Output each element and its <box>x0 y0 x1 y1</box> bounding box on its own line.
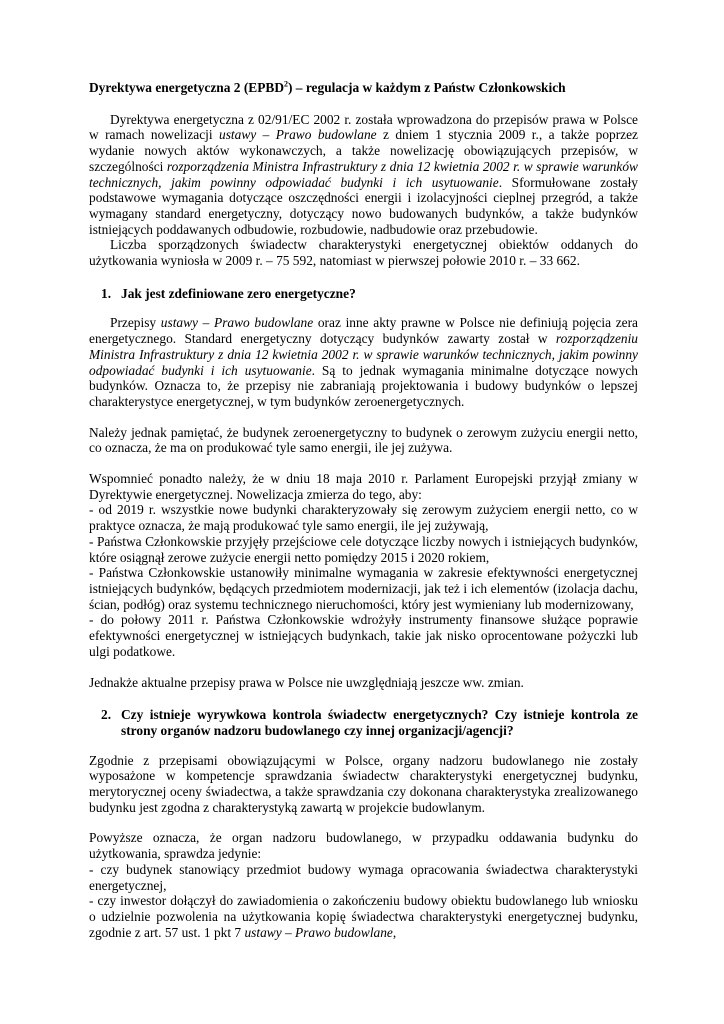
intro-paragraph-2: Liczba sporządzonych świadectw charakterystyki energetycznej obiektów oddanych do użytkowania wyniosła w 2009 r. – 75 592, natomiast w pierwszej połowie 2010 r. – 33 662. <box>89 237 638 269</box>
section-2-paragraph-1: Zgodnie z przepisami obowiązującymi w Polsce, organy nadzoru budowlanego nie zostały wyposażone w kompetencje sprawdzania świadectw charakterystyki energetycznej budynku, merytorycznej oceny świadectwa, a także sprawdzania czy dokonana charakterystyka zrealizowanego budynku jest zgodna z charakterystyką zawartą w projekcie budowlanym. <box>89 752 638 815</box>
list-item: - Państwa Członkowskie przyjęły przejściowe cele dotyczące liczby nowych i istniejących budynków, które osiągnął zerowe zużycie energii netto pomiędzy 2015 i 2020 rokiem, <box>89 533 638 565</box>
title-text: Dyrektywa energetyczna 2 (EPBD <box>89 80 284 95</box>
section-1-paragraph-2: Należy jednak pamiętać, że budynek zeroenergetyczny to budynek o zerowym zużyciu energii netto, co oznacza, że ma on produkować tyle samo energii, ile jej zużywa. <box>89 424 638 456</box>
footnote-ref: 2 <box>284 79 288 89</box>
title-text-rest: ) – regulacja w każdym z Państw Członkowskich <box>288 80 566 95</box>
section-2-paragraph-2: Powyższe oznacza, że organ nadzoru budowlanego, w przypadku oddawania budynku do użytkowania, sprawdza jedynie: <box>89 830 638 862</box>
list-item: - do połowy 2011 r. Państwa Członkowskie wdrożyły instrumenty finansowe służące poprawie efektywności energetycznej w istniejących budynkach, takie jak nisko oprocentowane pożyczki lub ulgi podatkowe. <box>89 612 638 659</box>
section-1-paragraph-3: Wspomnieć ponadto należy, że w dniu 18 maja 2010 r. Parlament Europejski przyjął zmiany w Dyrektywie energetycznej. Nowelizacja zmierza do tego, aby: <box>89 471 638 502</box>
list-item: - Państwa Członkowskie ustanowiły minimalne wymagania w zakresie efektywności energetycznej istniejących budynków, będących przedmiotem modernizacji, jak też i ich elementów (izolacja dachu, ścian, podłóg) oraz systemu technicznego nieruchomości, który jest wymieniany lub modernizowany, <box>89 565 638 612</box>
list-item: - od 2019 r. wszystkie nowe budynki charakteryzowały się zerowym zużyciem energii netto, co w praktyce oznacza, że mają produkować tyle samo energii, ile jej zużywają, <box>89 502 638 534</box>
section-1-paragraph-4: Jednakże aktualne przepisy prawa w Polsce nie uwzględniają jeszcze ww. zmian. <box>89 674 524 690</box>
section-1-heading: 1. Jak jest zdefiniowane zero energetyczne? <box>101 285 356 301</box>
list-item: - czy inwestor dołączył do zawiadomienia o zakończeniu budowy obiektu budowlanego lub wniosku o udzielnie pozwolenia na użytkowania kopię świadectwa charakterystyki energetycznej budynku, zgodnie z art. 57 ust. 1 pkt 7 ustawy – Prawo budowlane, <box>89 893 638 940</box>
document-page <box>89 80 638 940</box>
document-title <box>89 80 638 96</box>
intro-paragraph-1: Dyrektywa energetyczna z 02/91/EC 2002 r. została wprowadzona do przepisów prawa w Polsce w ramach nowelizacji ustawy – Prawo budowlane z dniem 1 stycznia 2009 r., a także poprzez wydanie nowych aktów wykonawczych, a także nowelizację obowiązujących przepisów, w szczególności rozporządzenia Ministra Infrastruktury z dnia 12 kwietnia 2002 r. w sprawie warunków technicznych, jakim powinny odpowiadać budynki i ich usytuowanie. Sformułowane zostały podstawowe wymagania dotyczące oszczędności energii i izolacyjności cieplnej przegród, a także wymagany standard energetyczny, dotyczący nowo budowanych budynków, a także budynków istniejących poddawanych odbudowie, rozbudowie, nadbudowie oraz przebudowie. <box>89 111 638 237</box>
list-item: - czy budynek stanowiący przedmiot budowy wymaga opracowania świadectwa charakterystyki energetycznej, <box>89 861 638 893</box>
section-1-paragraph-1: Przepisy ustawy – Prawo budowlane oraz inne akty prawne w Polsce nie definiują pojęcia zera energetycznego. Standard energetyczny dotyczący budynków zawarty został w rozporządzeniu Ministra Infrastruktury z dnia 12 kwietnia 2002 r. w sprawie warunków technicznych, jakim powinny odpowiadać budynki i ich usytuowanie. Są to jednak wymagania minimalne dotyczące nowych budynków. Oznacza to, że przepisy nie zabraniają projektowania i budowy budynków o lepszej charakterystyce energetycznej, w tym budynków zeroenergetycznych. <box>89 315 638 409</box>
section-2-heading: 2. Czy istnieje wyrywkowa kontrola świadectw energetycznych? Czy istnieje kontrola ze strony organów nadzoru budowlanego czy innej organizacji/agencji? <box>101 707 638 738</box>
